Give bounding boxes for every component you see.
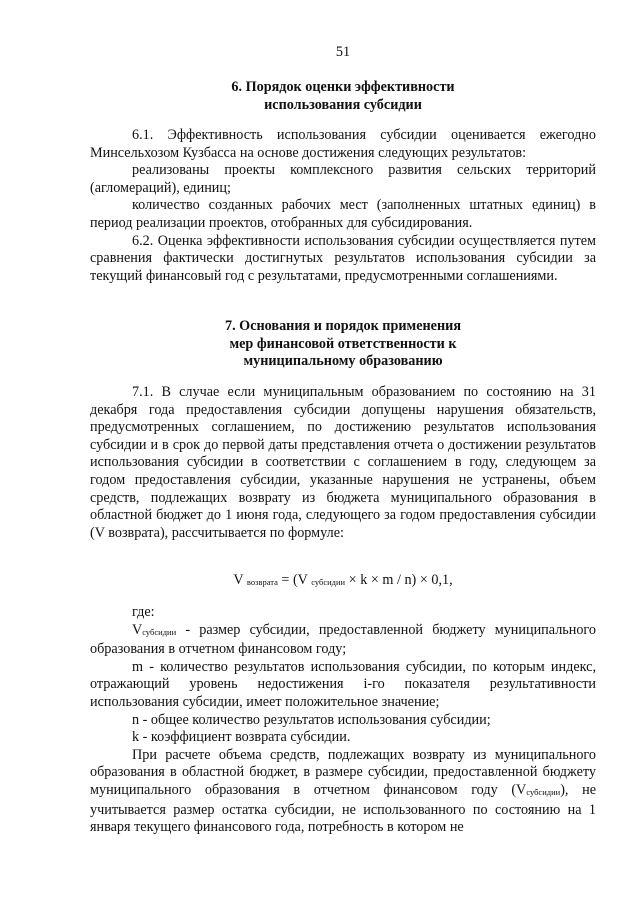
section-7-title-line-3: муниципальному образованию bbox=[243, 353, 443, 370]
section-6-body bbox=[90, 127, 596, 285]
paragraph-7-1: 7.1. В случае если муниципальным образованием по состоянию на 31 декабря года предоставления субсидии допущены нарушения обязательств, предусмотренных соглашением, по достижению результатов использования субсидии и в срок до первой даты представления отчета о достижении результатов использования субсидии в соответствии с соглашением в году, следующем за годом предоставления субсидии, указанные нарушения не устранены, объем средств, подлежащих возврату из бюджета муниципального образования в областной бюджет до 1 июня года, следующего за годом предоставления субсидии (V возврата), рассчитывается по формуле: bbox=[90, 384, 596, 541]
section-7-body bbox=[90, 384, 596, 542]
section-6-title-line-2: использования субсидии bbox=[264, 96, 422, 113]
return-formula bbox=[90, 572, 596, 592]
definition-n: n - общее количество результатов использования субсидии; bbox=[132, 711, 491, 728]
definition-v-letter: V bbox=[132, 621, 143, 638]
result-item-projects: реализованы проекты комплексного развития сельских территорий (агломераций), единиц; bbox=[90, 162, 596, 196]
definition-m: m - количество результатов использования субсидии, по которым индекс, отражающий уровень недостижения i-го показателя результативности использования субсидии, имеет положительное значение; bbox=[90, 658, 596, 710]
section-7-title-line-2: мер финансовой ответственности к bbox=[229, 335, 457, 352]
definition-k: k - коэффициент возврата субсидии. bbox=[132, 729, 351, 746]
result-item-jobs: количество созданных рабочих мест (заполненных штатных единиц) в период реализации проектов, отобранных для субсидирования. bbox=[90, 197, 596, 231]
section-7-title-line-1: 7. Основания и порядок применения bbox=[224, 318, 461, 334]
paragraph-6-1: 6.1. Эффективность использования субсидии оценивается ежегодно Минсельхозом Кузбасса на основе достижения следующих результатов: bbox=[90, 127, 596, 161]
note-sub: субсидии bbox=[526, 786, 561, 797]
definitions-where: где: bbox=[132, 604, 155, 620]
section-6-heading bbox=[90, 79, 596, 114]
paragraph-calculation-note bbox=[90, 747, 596, 837]
formula-sub-subsidy: субсидии bbox=[311, 577, 346, 587]
definition-v-subsidy bbox=[90, 622, 596, 659]
section-6-title-line-1: 6. Порядок оценки эффективности bbox=[231, 79, 455, 95]
definition-v-text: - размер субсидии, предоставленной бюджету муниципального образования в отчетном финансовом году; bbox=[90, 621, 596, 658]
paragraph-6-2: 6.2. Оценка эффективности использования субсидии осуществляется путем сравнения фактически достигнутых результатов использования субсидии за текущий финансовый год с результатами, предусмотренными соглашениями. bbox=[90, 232, 596, 284]
note-text-b: ), не учитывается размер остатка субсидии, не использованного по состоянию на 1 января текущего финансового года, потребность в котором не bbox=[90, 781, 596, 836]
note-text-a: При расчете объема средств, подлежащих возврату из муниципального образования в областной бюджет, в размере субсидии, предоставленной бюджету муниципального образования в отчетном финансовом году (V bbox=[90, 746, 596, 798]
formula-sub-return: возврата bbox=[246, 577, 278, 587]
formula-eq-open: = (V bbox=[281, 572, 308, 588]
formula-rest: × k × m / n) × 0,1, bbox=[348, 572, 453, 588]
definition-v-sub: субсидии bbox=[142, 626, 177, 637]
section-7-heading bbox=[90, 318, 596, 371]
page-number: 51 bbox=[335, 44, 351, 60]
formula-definitions bbox=[90, 604, 596, 837]
formula-v: V bbox=[233, 572, 244, 588]
document-page bbox=[90, 0, 596, 905]
